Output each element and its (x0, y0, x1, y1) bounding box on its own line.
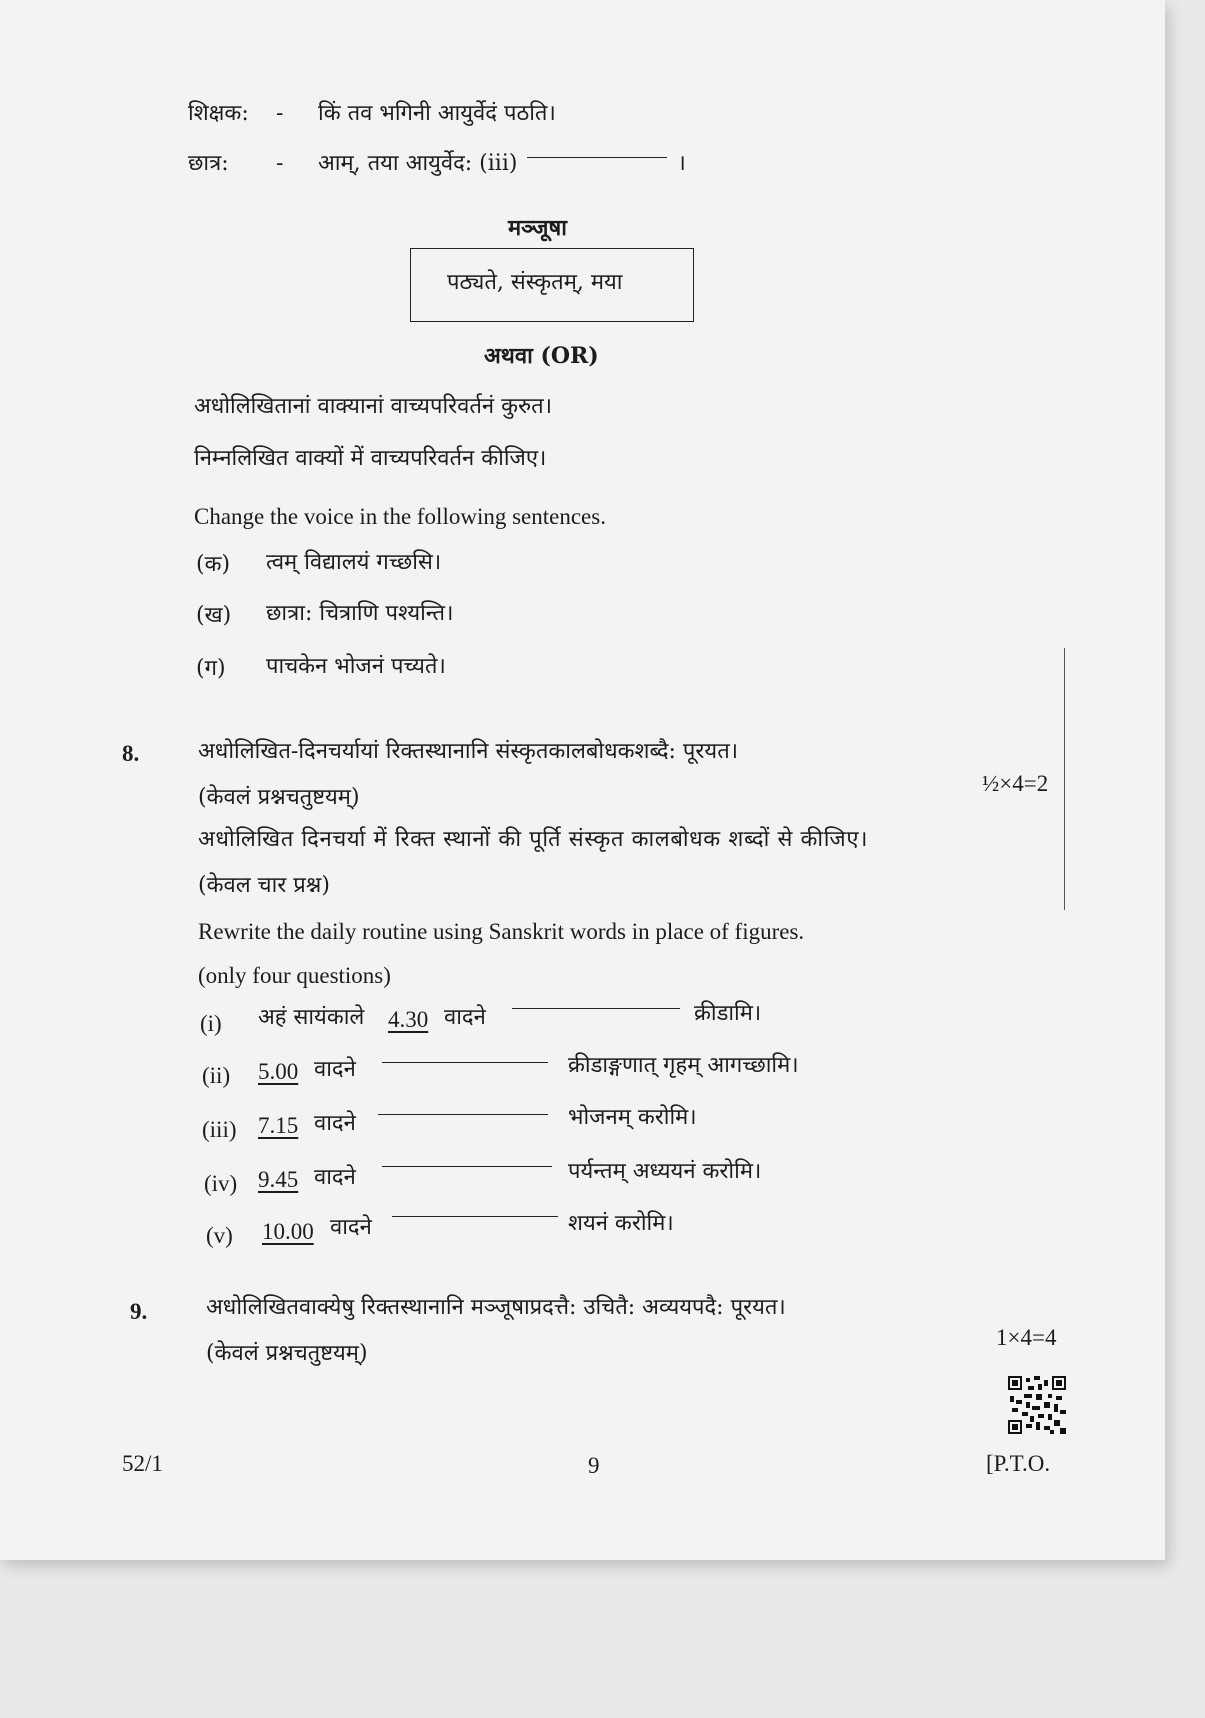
dialog-line-student-end: । (677, 151, 686, 176)
answer-blank (527, 157, 667, 158)
q8-instruction-english: Rewrite the daily routine using Sanskrit words in place of figures. (198, 919, 805, 944)
answer-blank (382, 1166, 552, 1167)
qr-code-icon (1008, 1376, 1066, 1434)
dialog-dash: - (276, 151, 284, 176)
q8-item-vadane: वादने (444, 1005, 486, 1030)
q8-item-vadane: वादने (314, 1057, 356, 1082)
q8-scope-english: (only four questions) (198, 963, 391, 988)
or-item-label: (क) (196, 552, 231, 577)
or-instruction-sanskrit: अधोलिखितानां वाक्यानां वाच्यपरिवर्तनं कुरुत। (194, 394, 553, 419)
answer-blank (512, 1008, 680, 1009)
or-item-text: त्वम् विद्यालयं गच्छसि। (266, 550, 442, 575)
manjusha-words: पठ्यते, संस्कृतम्, मया (447, 270, 623, 295)
q8-item-time: 10.00 (262, 1219, 314, 1244)
q8-item-post: शयनं करोमि। (568, 1211, 674, 1236)
q8-item-time: 9.45 (258, 1167, 299, 1192)
q8-instruction-sanskrit: अधोलिखित-दिनचर्यायां रिक्तस्थानानि संस्कृतकालबोधकशब्दै: पूरयत। (198, 739, 739, 764)
or-item-label: (ख) (196, 603, 232, 628)
dialog-dash: - (276, 101, 284, 126)
q8-item-post: क्रीडाङ्गणात् गृहम् आगच्छामि। (568, 1053, 799, 1078)
q8-item-label: (iii) (202, 1117, 237, 1142)
answer-blank (382, 1062, 548, 1063)
or-item-text: छात्रा: चित्राणि पश्यन्ति। (266, 601, 454, 626)
margin-line (1064, 648, 1065, 910)
q8-item-time: 4.30 (388, 1007, 429, 1032)
q8-instruction-hindi: अधोलिखित दिनचर्या में रिक्त स्थानों की पूर्ति संस्कृत कालबोधक शब्दों से कीजिए। (198, 827, 869, 852)
or-item-label: (ग) (196, 656, 226, 681)
q8-item-post: क्रीडामि। (694, 1001, 762, 1026)
footer-page-number: 9 (588, 1453, 600, 1478)
q8-item-vadane: वादने (330, 1215, 372, 1240)
dialog-line-student (318, 150, 686, 178)
q9-scope-sanskrit: (केवलं प्रश्नचतुष्टयम्) (206, 1341, 368, 1366)
or-instruction-hindi: निम्नलिखित वाक्यों में वाच्यपरिवर्तन कीजिए। (194, 446, 547, 471)
q8-item-label: (i) (200, 1011, 222, 1036)
q8-item-vadane: वादने (314, 1111, 356, 1136)
q8-item-vadane: वादने (314, 1165, 356, 1190)
q9-marks: 1×4=4 (996, 1325, 1057, 1350)
dialog-speaker-student: छात्र: (188, 151, 229, 176)
q8-item-label: (ii) (202, 1063, 231, 1088)
q8-item-pre: अहं सायंकाले (258, 1005, 365, 1030)
q8-scope-sanskrit: (केवलं प्रश्नचतुष्टयम्) (198, 785, 360, 810)
q8-item-label: (iv) (204, 1171, 238, 1196)
q8-item-time: 7.15 (258, 1113, 299, 1138)
q8-item-post: पर्यन्तम् अध्ययनं करोमि। (568, 1159, 762, 1184)
q8-marks: ½×4=2 (982, 771, 1049, 796)
q8-scope-hindi: (केवल चार प्रश्न) (198, 873, 330, 898)
dialog-line-teacher: किं तव भगिनी आयुर्वेदं पठति। (318, 101, 556, 126)
answer-blank (392, 1216, 558, 1217)
q9-number: 9. (130, 1299, 148, 1324)
footer-paper-code: 52/1 (122, 1451, 163, 1476)
q8-item-time: 5.00 (258, 1059, 299, 1084)
dialog-speaker-teacher: शिक्षक: (188, 101, 249, 126)
manjusha-box (410, 248, 694, 322)
q8-item-label: (v) (206, 1223, 233, 1248)
footer-pto: [P.T.O. (986, 1451, 1051, 1476)
or-instruction-english: Change the voice in the following sentences. (194, 504, 606, 529)
dialog-line-student-text: आम्, तया आयुर्वेद: (iii) (318, 151, 518, 176)
answer-blank (378, 1114, 548, 1115)
q8-item-post: भोजनम् करोमि। (568, 1105, 697, 1130)
or-item-text: पाचकेन भोजनं पच्यते। (266, 654, 446, 679)
q9-instruction-sanskrit: अधोलिखितवाक्येषु रिक्तस्थानानि मञ्जूषाप्रदत्तै: उचितै: अव्ययपदै: पूरयत। (206, 1295, 786, 1320)
q8-number: 8. (122, 741, 140, 766)
or-heading: अथवा (OR) (484, 343, 599, 369)
manjusha-title: मञ्जूषा (508, 215, 567, 241)
